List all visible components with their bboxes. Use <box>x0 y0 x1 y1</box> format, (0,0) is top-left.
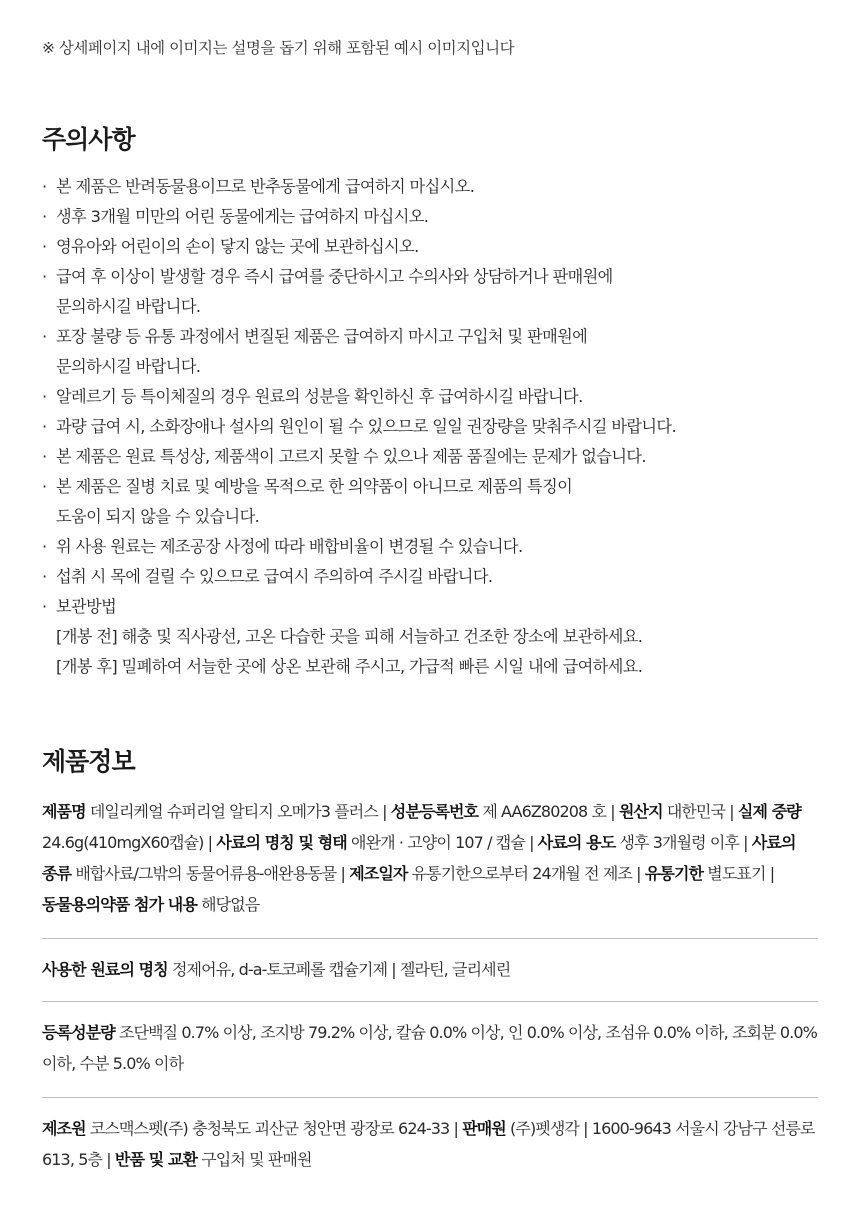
info-value: 생후 3개월령 이후 <box>619 833 739 852</box>
caution-item <box>42 562 822 592</box>
divider <box>42 1097 818 1098</box>
product-info-ingredients <box>42 954 818 985</box>
divider <box>42 938 818 939</box>
caution-title: 주의사항 <box>42 125 135 154</box>
separator: | <box>636 864 641 883</box>
storage-before-open: [개봉 전] 해충 및 직사광선, 고온 다습한 곳을 피해 서늘하고 건조한 장소에 보관하세요. <box>56 627 643 646</box>
separator: | <box>382 802 387 821</box>
caution-item <box>42 412 822 442</box>
caution-item <box>42 472 822 532</box>
info-value: 별도표기 <box>707 864 766 883</box>
caution-list <box>42 172 822 682</box>
product-info-basic <box>42 796 818 920</box>
bullet: · <box>42 237 47 256</box>
info-value: 정제어유, d-a-토코페롤 캡슐기제 | 젤라틴, 글리세린 <box>171 960 511 979</box>
info-label: 사료의 용도 <box>537 833 616 852</box>
info-label: 성분등록번호 <box>390 802 479 821</box>
info-value: 애완개 · 고양이 107 / 캡슐 <box>351 833 525 852</box>
bullet: · <box>42 417 47 436</box>
caution-item <box>42 232 822 262</box>
storage-after-open: [개봉 후] 밀폐하여 서늘한 곳에 상온 보관해 주시고, 가급적 빠른 시일 내에 급여하세요. <box>56 657 643 676</box>
bullet: · <box>42 537 47 556</box>
info-label: 제조원 <box>42 1119 86 1138</box>
bullet: · <box>42 447 47 466</box>
info-label: 원산지 <box>618 802 663 821</box>
info-label: 제조일자 <box>349 864 408 883</box>
bullet: · <box>42 597 47 616</box>
info-label: 등록성분량 <box>42 1023 115 1042</box>
caution-item <box>42 202 822 232</box>
caution-item-storage <box>42 592 822 682</box>
caution-item-continuation: 문의하시길 바랍니다. <box>56 357 201 376</box>
caution-item-text: 영유아와 어린이의 손이 닿지 않는 곳에 보관하십시오. <box>56 237 419 256</box>
product-info-company <box>42 1113 818 1175</box>
caution-item-text: 포장 불량 등 유통 과정에서 변질된 제품은 급여하지 마시고 구입처 및 판매원에 <box>56 327 588 346</box>
caution-item-text: 본 제품은 원료 특성상, 제품색이 고르지 못할 수 있으나 제품 품질에는 문제가 없습니다. <box>56 447 646 466</box>
info-value: 코스맥스펫(주) 충청북도 괴산군 청안면 광장로 624-33 <box>89 1119 450 1138</box>
caution-item-text: 섭취 시 목에 걸릴 수 있으므로 급여시 주의하여 주시길 바랍니다. <box>56 567 493 586</box>
separator: | <box>729 802 734 821</box>
bullet: · <box>42 267 47 286</box>
caution-item <box>42 532 822 562</box>
separator: | <box>340 864 346 883</box>
separator: | <box>610 802 615 821</box>
info-label: 실제 중량 <box>737 802 801 821</box>
info-label: 반품 및 교환 <box>114 1150 198 1169</box>
separator: | <box>207 833 213 852</box>
caution-item-text: 보관방법 <box>56 597 117 616</box>
caution-item-text: 본 제품은 질병 치료 및 예방을 목적으로 한 의약품이 아니므로 제품의 특징이 <box>56 477 573 496</box>
separator: | <box>743 833 748 852</box>
bullet: · <box>42 567 47 586</box>
info-value: 24.6g(410mgX60캡슐) <box>42 833 204 852</box>
info-value: 대한민국 <box>666 802 726 821</box>
caution-item-text: 위 사용 원료는 제조공장 사정에 따라 배합비율이 변경될 수 있습니다. <box>56 537 523 556</box>
bullet: · <box>42 177 47 196</box>
caution-item-text: 급여 후 이상이 발생할 경우 즉시 급여를 중단하시고 수의사와 상담하거나 판매원에 <box>56 267 613 286</box>
info-label: 판매원 <box>462 1119 506 1138</box>
info-value: 유통기한으로부터 24개월 전 제조 <box>411 864 632 883</box>
product-info-composition <box>42 1017 818 1079</box>
info-label: 유통기한 <box>644 864 704 883</box>
bullet: · <box>42 207 47 226</box>
image-notice: ※ 상세페이지 내에 이미지는 설명을 돕기 위해 포함된 예시 이미지입니다 <box>42 39 515 57</box>
info-value: 배합사료/그밖의 동물어류용-애완용동물 <box>75 864 337 883</box>
divider <box>42 1001 818 1002</box>
caution-item-text: 과량 급여 시, 소화장애나 설사의 원인이 될 수 있으므로 일일 권장량을 맞춰주시길 바랍니다. <box>56 417 677 436</box>
info-value: 제 AA6Z80208 호 <box>482 802 607 821</box>
caution-item-text: 생후 3개월 미만의 어린 동물에게는 급여하지 마십시오. <box>56 207 429 226</box>
info-label: 동물용의약품 첨가 내용 <box>42 895 197 914</box>
caution-item <box>42 172 822 202</box>
caution-item-continuation: 도움이 되지 않을 수 있습니다. <box>56 507 260 526</box>
caution-item-continuation: 문의하시길 바랍니다. <box>56 297 201 316</box>
info-value: 구입처 및 판매원 <box>201 1150 312 1169</box>
caution-item-text: 본 제품은 반려동물용이므로 반추동물에게 급여하지 마십시오. <box>56 177 475 196</box>
info-label: 제품명 <box>42 802 86 821</box>
caution-item <box>42 442 822 472</box>
bullet: · <box>42 477 47 496</box>
bullet: · <box>42 387 47 406</box>
caution-item <box>42 322 822 382</box>
separator: | <box>453 1119 458 1138</box>
info-label: 사료의 종류 <box>42 833 796 883</box>
caution-item <box>42 262 822 322</box>
info-value: (주)펫생각 | 1600-9643 서울시 강남구 선릉로 613, 5층 <box>42 1119 815 1169</box>
info-value: 데일리케얼 슈퍼리얼 알티지 오메가3 플러스 <box>89 802 378 821</box>
separator: | <box>106 1150 111 1169</box>
caution-item-text: 알레르기 등 특이체질의 경우 원료의 성분을 확인하신 후 급여하시길 바랍니다. <box>56 387 583 406</box>
info-value: 조단백질 0.7% 이상, 조지방 79.2% 이상, 칼슘 0.0% 이상, 인 0.0% 이상, 조섬유 0.0% 이하, 조회분 0.0% 이하, 수분 5.0% 이하 <box>42 1023 817 1073</box>
product-info-title: 제품정보 <box>42 747 135 776</box>
info-label: 사용한 원료의 명칭 <box>42 960 168 979</box>
bullet: · <box>42 327 47 346</box>
caution-item <box>42 382 822 412</box>
separator: | <box>769 864 775 883</box>
info-value: 해당없음 <box>201 895 260 914</box>
separator: | <box>529 833 534 852</box>
info-label: 사료의 명칭 및 형태 <box>216 833 347 852</box>
